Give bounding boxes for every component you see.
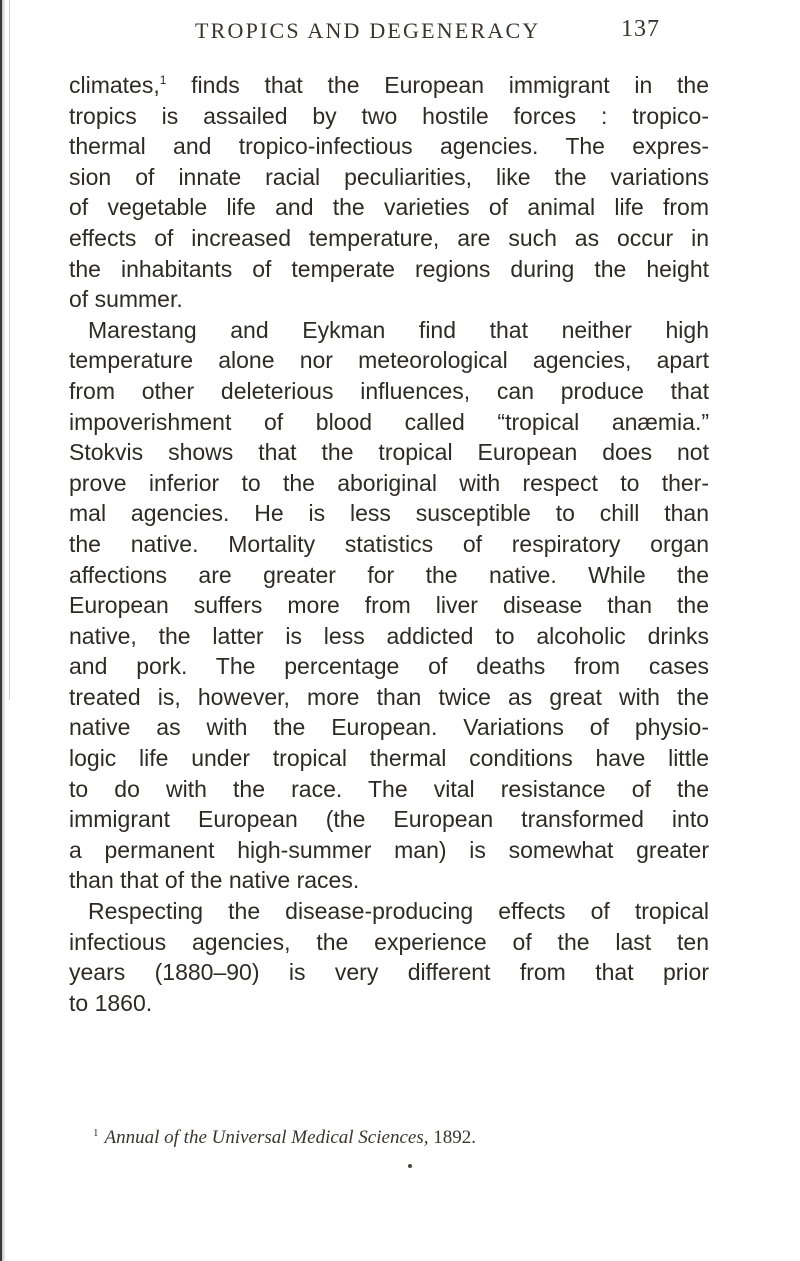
text-line-26: a permanent high-summer man) is somewhat greater [69,836,709,863]
running-header [195,14,660,46]
text-line-17: affections are greater for the native. While the [69,561,709,588]
text-line-31: to 1860. [69,989,153,1016]
text-line-23: logic life under tropical thermal conditions have little [69,745,709,772]
text-line-1 [69,70,709,101]
text-line-12: impoverishment of blood called “tropical anæmia.” [69,408,709,435]
page-binding-edge [0,0,6,1261]
text-line-9: Marestang and Eykman find that neither high [88,316,709,343]
text-line-3: thermal and tropico-infectious agencies. The expres- [69,133,709,160]
text-line-4: sion of innate racial peculiarities, like the variations [69,163,709,190]
text-line-28: Respecting the disease-producing effects of tropical [88,898,709,925]
text-line-30: years (1880–90) is very different from that prior [69,959,709,986]
text-line-27: than that of the native races. [69,867,360,894]
footnote-reference: 1 [159,73,167,87]
text-line-29: infectious agencies, the experience of the last ten [69,928,709,955]
footnote-year: 1892. [433,1127,476,1148]
text-line-7: the inhabitants of temperate regions during the height [69,255,709,282]
line-1-rest: finds that the European immigrant in the [166,72,709,98]
page-number: 137 [621,16,660,42]
text-line-19: native, the latter is less addicted to alcoholic drinks [69,622,709,649]
text-line-18: European suffers more from liver disease than the [69,592,709,619]
page-binding-shadow [9,0,10,700]
text-line-6: effects of increased temperature, are such as occur in [69,224,709,251]
text-line-2: tropics is assailed by two hostile forces : tropico- [69,102,709,129]
text-line-14: prove inferior to the aboriginal with respect to ther- [69,469,709,496]
text-line-22: native as with the European. Variations of physio- [69,714,709,741]
body-text [69,70,709,1018]
text-line-24: to do with the race. The vital resistance of the [69,775,709,802]
text-line-10: temperature alone nor meteorological agencies, apart [69,347,709,374]
text-line-8: of summer. [69,286,183,313]
text-line-20: and pork. The percentage of deaths from cases [69,653,709,680]
line-1-start: climates, [69,72,160,98]
text-line-13: Stokvis shows that the tropical European does not [69,439,709,466]
text-line-21: treated is, however, more than twice as great with the [69,683,709,710]
footnote-marker: 1 [93,1127,99,1139]
text-line-25: immigrant European (the European transformed into [69,806,709,833]
text-line-11: from other deleterious influences, can produce that [69,377,709,404]
footnote [93,1127,476,1149]
text-line-15: mal agencies. He is less susceptible to chill than [69,500,709,527]
running-title: TROPICS AND DEGENERACY [195,18,541,43]
text-line-5: of vegetable life and the varieties of animal life from [69,194,709,221]
footnote-source: Annual of the Universal Medical Sciences, [104,1127,429,1148]
text-line-16: the native. Mortality statistics of respiratory organ [69,530,709,557]
ink-speck [408,1164,412,1168]
